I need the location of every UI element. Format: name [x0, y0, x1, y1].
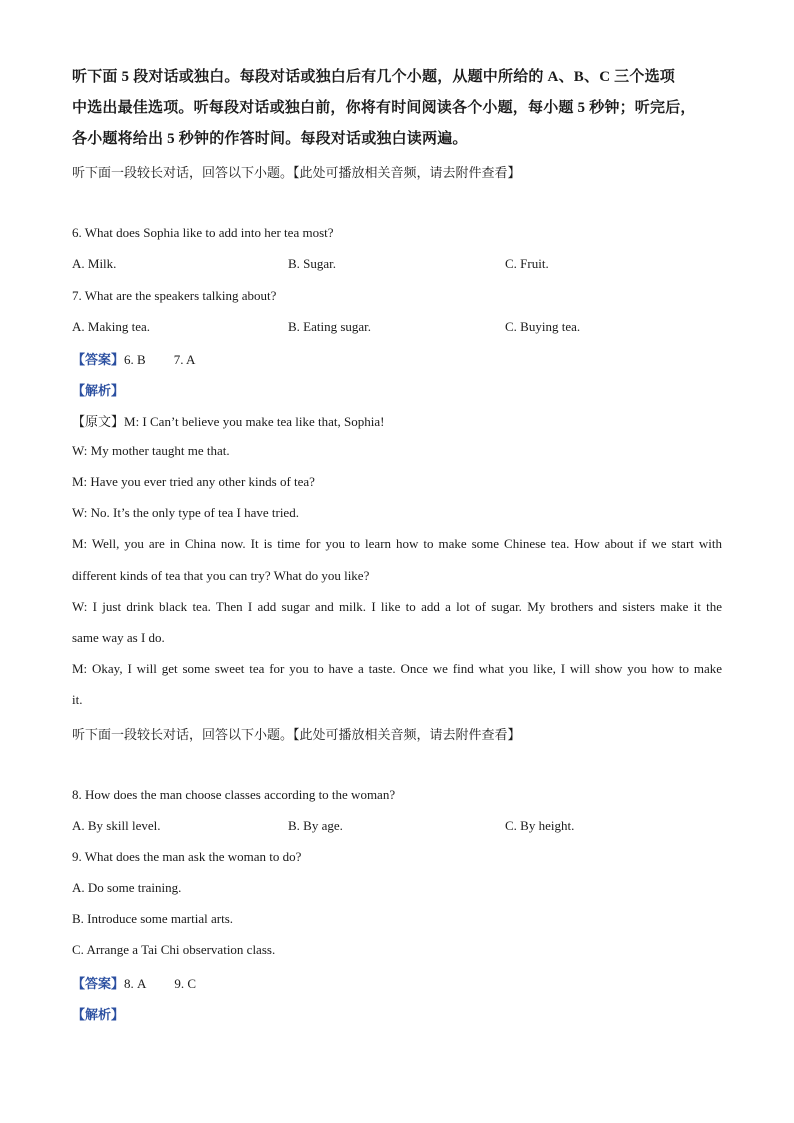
- question-9-option-c: C. Arrange a Tai Chi observation class.: [72, 942, 276, 957]
- instructions-line-2: 中选出最佳选项。听每段对话或独白前，你将有时间阅读各个小题，每小题 5 秒钟；听完后，: [72, 100, 696, 116]
- analysis-line-1: [72, 380, 124, 399]
- original-label: 【原文】: [72, 415, 125, 430]
- question-7-option-c: C. Buying tea.: [505, 319, 581, 334]
- question-6-option-c: C. Fruit.: [505, 256, 549, 271]
- analysis-line-2: [72, 1004, 124, 1023]
- instructions: [72, 62, 732, 155]
- question-7-option-a: A. Making tea.: [72, 319, 150, 334]
- analysis-label: 【解析】: [72, 1008, 125, 1023]
- instructions-line-1: 听下面 5 段对话或独白。每段对话或独白后有几个小题，从题中所给的 A、B、C 三个选项: [72, 69, 675, 85]
- question-6-stem: 6. What does Sophia like to add into her tea most?: [72, 225, 334, 240]
- question-8-option-c: C. By height.: [505, 818, 575, 833]
- answer-line-2: [72, 973, 196, 992]
- transcript-line-7: W: I just drink black tea. Then I add sugar and milk. I like to add a lot of sugar. My brothers and sisters make it the: [72, 599, 722, 614]
- answer-8: 8. A: [124, 976, 147, 991]
- question-8-stem: 8. How does the man choose classes according to the woman?: [72, 787, 396, 802]
- transcript-line-3: M: Have you ever tried any other kinds of tea?: [72, 474, 315, 489]
- transcript-line-8: same way as I do.: [72, 630, 165, 645]
- question-9-option-b: B. Introduce some martial arts.: [72, 911, 234, 926]
- transcript-line-5: M: Well, you are in China now. It is time for you to learn how to make some Chinese tea. How about if we start with: [72, 536, 722, 551]
- transcript-line-2: W: My mother taught me that.: [72, 443, 230, 458]
- transcript-line-6: different kinds of tea that you can try? What do you like?: [72, 568, 370, 583]
- question-9-option-a: A. Do some training.: [72, 880, 182, 895]
- answer-9: 9. C: [174, 976, 197, 991]
- transcript-line-1: [72, 411, 384, 430]
- question-7-stem: 7. What are the speakers talking about?: [72, 288, 277, 303]
- analysis-label: 【解析】: [72, 384, 125, 399]
- question-6-option-a: A. Milk.: [72, 256, 117, 271]
- question-9-stem: 9. What does the man ask the woman to do?: [72, 849, 302, 864]
- question-8-option-a: A. By skill level.: [72, 818, 161, 833]
- transcript-line-9: M: Okay, I will get some sweet tea for you to have a taste. Once we find what you like, I will show you how to make: [72, 661, 722, 676]
- answer-line-1: [72, 349, 195, 368]
- section2-intro: 听下面一段较长对话，回答以下小题。【此处可播放相关音频，请去附件查看】: [72, 728, 521, 743]
- answer-7: 7. A: [173, 352, 196, 367]
- answer-label: 【答案】: [72, 353, 125, 368]
- answer-label: 【答案】: [72, 977, 125, 992]
- instructions-line-3: 各小题将给出 5 秒钟的作答时间。每段对话或独白读两遍。: [72, 131, 468, 147]
- question-8-option-b: B. By age.: [288, 818, 343, 833]
- transcript-line-10: it.: [72, 692, 83, 707]
- answer-6: 6. B: [124, 352, 146, 367]
- transcript-line-4: W: No. It’s the only type of tea I have tried.: [72, 505, 299, 520]
- transcript-text-1: M: I Can’t believe you make tea like that, Sophia!: [124, 414, 385, 429]
- question-7-option-b: B. Eating sugar.: [288, 319, 372, 334]
- section1-intro: 听下面一段较长对话，回答以下小题。【此处可播放相关音频，请去附件查看】: [72, 166, 521, 181]
- question-6-option-b: B. Sugar.: [288, 256, 337, 271]
